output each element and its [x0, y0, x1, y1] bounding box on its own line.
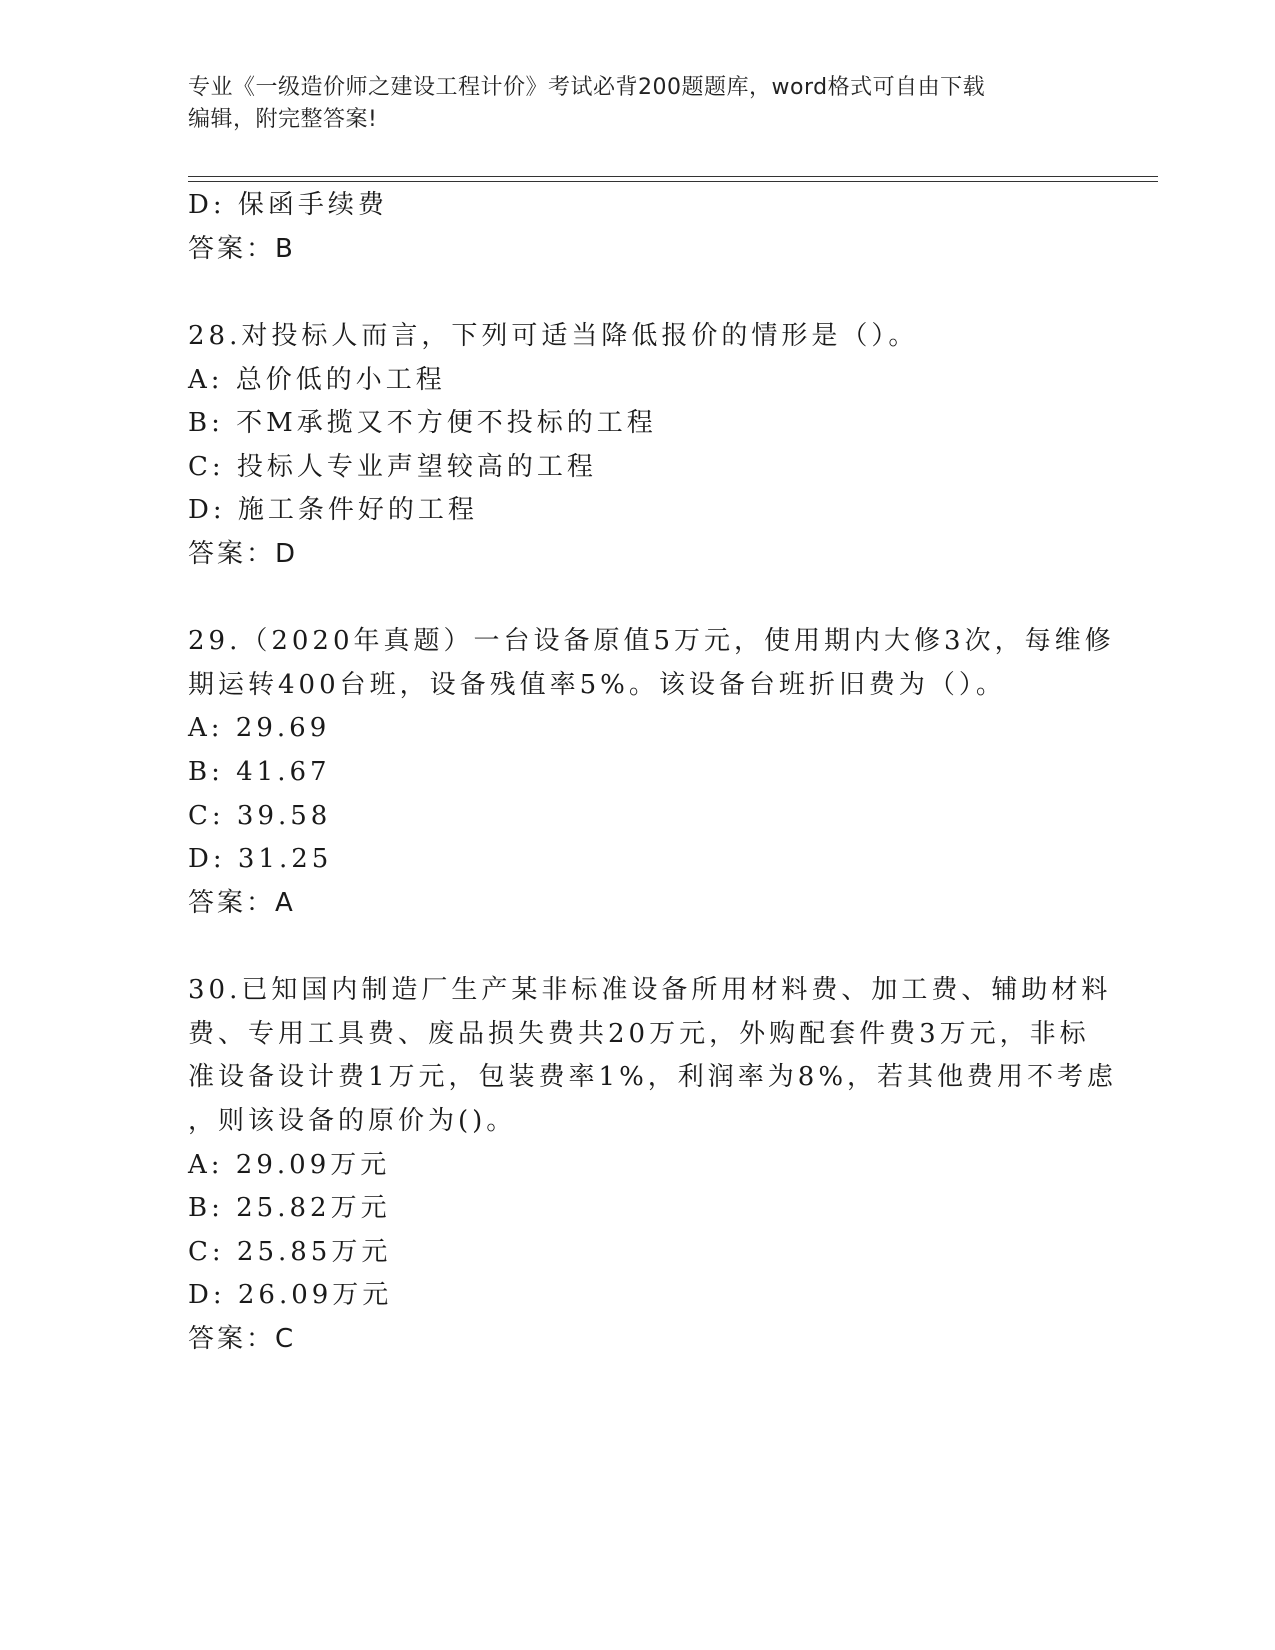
q28-option-d: D: 施工条件好的工程: [188, 495, 478, 525]
header-line-2: 编辑，附完整答案!: [188, 107, 378, 132]
q29-option-b: B: 41.67: [188, 757, 331, 787]
q30-answer: 答案：C: [188, 1324, 297, 1354]
q30-stem-line-2: 费、专用工具费、废品损失费共20万元，外购配套件费3万元，非标: [188, 1019, 1090, 1049]
header-line-1: 专业《一级造价师之建设工程计价》考试必背200题题库，word格式可自由下载: [188, 75, 986, 100]
q30-stem-line-1: 30.已知国内制造厂生产某非标准设备所用材料费、加工费、辅助材料: [188, 975, 1112, 1005]
q28-option-c: C: 投标人专业声望较高的工程: [188, 452, 597, 482]
q28-answer: 答案：D: [188, 539, 299, 569]
q29-option-d: D: 31.25: [188, 844, 333, 874]
q27-answer: 答案：B: [188, 234, 296, 264]
q29-option-c: C: 39.58: [188, 801, 332, 831]
q29-option-a: A: 29.69: [188, 713, 331, 743]
q30-option-a: A: 29.09万元: [188, 1150, 391, 1180]
header-divider-top: [188, 176, 1158, 177]
q29-answer: 答案：A: [188, 888, 296, 918]
q28-option-b: B: 不M承揽又不方便不投标的工程: [188, 408, 657, 438]
q29-stem-line-2: 期运转400台班，设备残值率5%。该设备台班折旧费为（）。: [188, 670, 1006, 700]
q29-stem-line-1: 29.（2020年真题）一台设备原值5万元，使用期内大修3次，每维修: [188, 626, 1115, 656]
header-divider-bottom: [188, 181, 1158, 182]
q30-stem-line-4: ，则该设备的原价为()。: [188, 1106, 517, 1136]
q30-option-d: D: 26.09万元: [188, 1280, 393, 1310]
q30-stem-line-3: 准设备设计费1万元，包装费率1%，利润率为8%，若其他费用不考虑: [188, 1062, 1118, 1092]
q30-option-c: C: 25.85万元: [188, 1237, 392, 1267]
page-header: [188, 72, 1088, 136]
q28-stem: 28.对投标人而言，下列可适当降低报价的情形是（）。: [188, 321, 919, 351]
q30-option-b: B: 25.82万元: [188, 1193, 391, 1223]
q28-option-a: A: 总价低的小工程: [188, 365, 446, 395]
q27-option-d: D: 保函手续费: [188, 190, 388, 220]
